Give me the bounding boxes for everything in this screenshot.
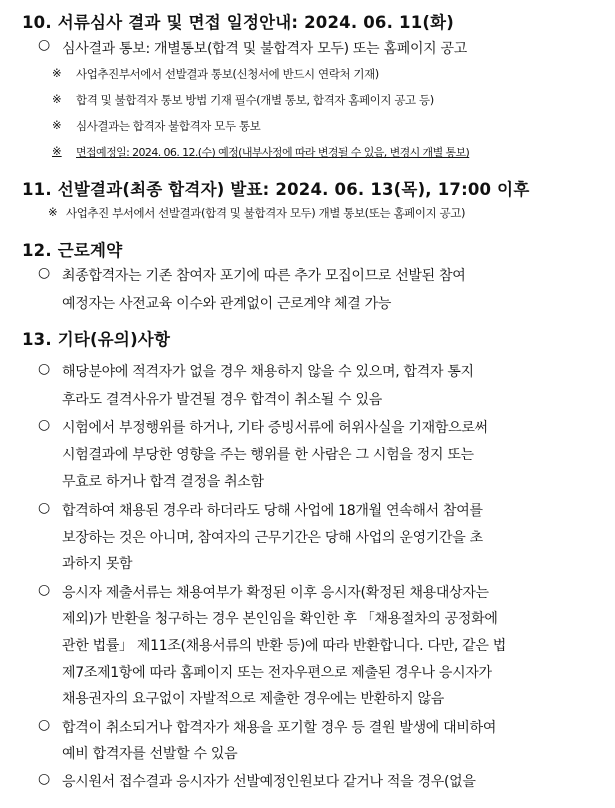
s10-item: 심사결과 통보: 개별통보(합격 및 불합격자 모두) 또는 홈페이지 공고 <box>62 41 467 57</box>
s13-item-4-line-5: 채용권자의 요구없이 자발적으로 제출한 경우에는 반환하지 않음 <box>62 691 444 707</box>
s11-note: 사업추진 부서에서 선발결과(합격 및 불합격자 모두) 개별 통보(또는 홈페이지 공고) <box>66 206 466 220</box>
s10-note-4: 면접예정일: 2024. 06. 12.(수) 예정(내부사정에 따라 변경될 수 있음, 변경시 개별 통보) <box>76 146 470 159</box>
section-13-heading: 13. 기타(유의)사항 <box>22 330 171 349</box>
s13-item-3-line-2: 보장하는 것은 아니며, 참여자의 근무기간은 당해 사업의 운영기간을 초 <box>62 530 483 546</box>
note-mark-icon: ※ <box>52 66 62 80</box>
bullet-circle-icon: ○ <box>38 417 51 433</box>
s13-item-4-line-3: 관한 법률」 제11조(채용서류의 반환 등)에 따라 반환합니다. 다만, 같은 법 <box>62 638 506 654</box>
note-mark-icon: ※ <box>52 118 62 132</box>
s13-item-2-line-2: 시험결과에 부당한 영향을 주는 행위를 한 사람은 그 시험을 정지 또는 <box>62 447 474 463</box>
section-12-heading: 12. 근로계약 <box>22 241 123 260</box>
s13-item-6-line-1: 응시원서 접수결과 응시자가 선발예정인원보다 같거나 적을 경우(없을 <box>62 774 476 790</box>
bullet-circle-icon: ○ <box>38 265 51 281</box>
s13-item-3-line-1: 합격하여 채용된 경우라 하더라도 당해 사업에 18개월 연속해서 참여를 <box>62 503 483 519</box>
s12-item-line-1: 최종합격자는 기존 참여자 포기에 따른 추가 모집이므로 선발된 참여 <box>62 268 466 284</box>
note-mark-icon: ※ <box>48 205 58 219</box>
s13-item-2-line-3: 무효로 하거나 합격 결정을 취소함 <box>62 474 264 490</box>
section-10-heading: 10. 서류심사 결과 및 면접 일정안내: 2024. 06. 11(화) <box>22 13 454 32</box>
s13-item-1-line-2: 후라도 결격사유가 발견될 경우 합격이 취소될 수 있음 <box>62 392 382 408</box>
s13-item-4-line-1: 응시자 제출서류는 채용여부가 확정된 이후 응시자(확정된 채용대상자는 <box>62 585 489 601</box>
bullet-circle-icon: ○ <box>38 37 51 53</box>
s12-item-line-2: 예정자는 사전교육 이수와 관계없이 근로계약 체결 가능 <box>62 296 392 312</box>
s10-note-1: 사업추진부서에서 선발결과 통보(신청서에 반드시 연락처 기재) <box>76 67 379 81</box>
bullet-circle-icon: ○ <box>38 771 51 787</box>
note-mark-icon: ※ <box>52 92 62 106</box>
bullet-circle-icon: ○ <box>38 717 51 733</box>
bullet-circle-icon: ○ <box>38 582 51 598</box>
s10-note-3: 심사결과는 합격자 불합격자 모두 통보 <box>76 119 261 133</box>
s13-item-2-line-1: 시험에서 부정행위를 하거나, 기타 증빙서류에 허위사실을 기재함으로써 <box>62 420 488 436</box>
note-mark-icon: ※ <box>52 144 62 158</box>
section-11-heading: 11. 선발결과(최종 합격자) 발표: 2024. 06. 13(목), 17:00 이후 <box>22 180 530 199</box>
s13-item-4-line-4: 제7조제1항에 따라 홈페이지 또는 전자우편으로 제출된 경우나 응시자가 <box>62 665 492 681</box>
s13-item-5-line-2: 예비 합격자를 선발할 수 있음 <box>62 746 238 762</box>
s13-item-4-line-2: 제외)가 반환을 청구하는 경우 본인임을 확인한 후 「채용절차의 공정화에 <box>62 611 498 627</box>
s13-item-3-line-3: 과하지 못함 <box>62 556 133 572</box>
s10-note-2: 합격 및 불합격자 통보 방법 기재 필수(개별 통보, 합격자 홈페이지 공고 등) <box>76 93 434 107</box>
bullet-circle-icon: ○ <box>38 361 51 377</box>
s13-item-1-line-1: 해당분야에 적격자가 없을 경우 채용하지 않을 수 있으며, 합격자 통지 <box>62 364 474 380</box>
bullet-circle-icon: ○ <box>38 500 51 516</box>
s13-item-5-line-1: 합격이 취소되거나 합격자가 채용을 포기할 경우 등 결원 발생에 대비하여 <box>62 720 497 736</box>
